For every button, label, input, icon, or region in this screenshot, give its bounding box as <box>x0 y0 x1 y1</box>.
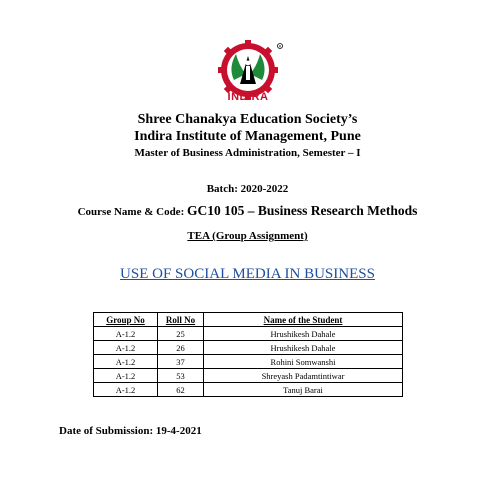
society-name: Shree Chanakya Education Society’s <box>137 112 358 127</box>
group-cell: A-1.2 <box>94 369 158 383</box>
group-cell: A-1.2 <box>94 355 158 369</box>
course-line <box>0 202 495 220</box>
submission-date: Date of Submission: 19-4-2021 <box>59 425 202 437</box>
roll-cell: 26 <box>158 341 204 355</box>
document-title: USE OF SOCIAL MEDIA IN BUSINESS <box>120 266 375 282</box>
name-cell: Tanuj Barai <box>204 383 403 397</box>
assignment-line <box>0 230 495 242</box>
institute-name: Indira Institute of Management, Pune <box>134 129 361 144</box>
table-row <box>94 327 403 341</box>
group-cell: A-1.2 <box>94 341 158 355</box>
table-header-row <box>94 313 403 327</box>
table-row <box>94 369 403 383</box>
svg-text:R: R <box>278 44 282 49</box>
assignment-label: TEA (Group Assignment) <box>187 230 308 242</box>
name-cell: Hrushikesh Dahale <box>204 327 403 341</box>
name-cell: Shreyash Padamtintiwar <box>204 369 403 383</box>
roll-cell: 62 <box>158 383 204 397</box>
table-row <box>94 355 403 369</box>
header-roll-no: Roll No <box>158 313 204 327</box>
header-student-name: Name of the Student <box>204 313 403 327</box>
name-cell: Hrushikesh Dahale <box>204 341 403 355</box>
group-cell: A-1.2 <box>94 383 158 397</box>
program-line: Master of Business Administration, Semester – I <box>134 147 361 159</box>
group-cell: A-1.2 <box>94 327 158 341</box>
batch-line: Batch: 2020-2022 <box>206 183 289 195</box>
logo-wordmark: INDIRA <box>227 91 269 103</box>
course-value: GC10 105 – Business Research Methods <box>186 203 418 218</box>
roll-cell: 37 <box>158 355 204 369</box>
header-group-no: Group No <box>94 313 158 327</box>
table-row <box>94 341 403 355</box>
student-table <box>93 312 403 397</box>
course-label: Course Name & Code: <box>77 206 187 218</box>
roll-cell: 25 <box>158 327 204 341</box>
roll-cell: 53 <box>158 369 204 383</box>
table-row <box>94 383 403 397</box>
name-cell: Rohini Somwanshi <box>204 355 403 369</box>
